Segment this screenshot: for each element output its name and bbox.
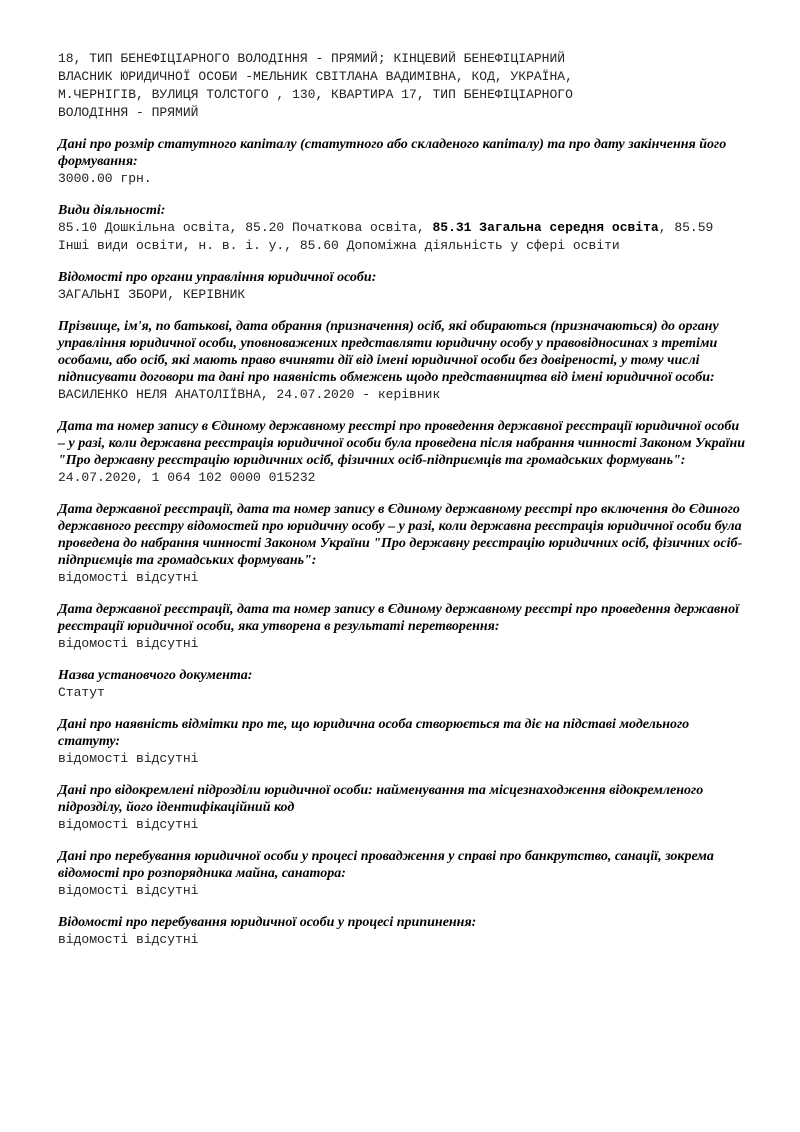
founding-document-value: Статут <box>58 685 105 700</box>
document-page <box>58 50 748 949</box>
activities-value-start: 85.10 Дошкільна освіта, 85.20 Початкова освіта, <box>58 220 433 235</box>
activities-label: Види діяльності: <box>58 203 166 218</box>
bankruptcy-value: відомості відсутні <box>58 883 199 898</box>
registration-before-law-section <box>58 501 748 587</box>
transformation-value: відомості відсутні <box>58 636 199 651</box>
termination-section <box>58 914 748 949</box>
representatives-label: Прізвище, ім'я, по батькові, дата обрання (призначення) осіб, які обираються (призначаються) до органу управління юридичної особи, уповноважених представляти юридичну особу у правовідносинах з третіми особами, або осіб, які мають право вчиняти дії від імені юридичної особи без довіреності, у тому числі підписувати договори та дані про наявність обмежень щодо представництва від імені юридичної особи: <box>58 319 719 385</box>
activities-value-end: , 85.59 Інші види освіти, н. в. і. у., 85.60 Допоміжна діяльність у сфері освіти <box>58 220 722 253</box>
model-statute-value: відомості відсутні <box>58 751 199 766</box>
bankruptcy-section <box>58 848 748 900</box>
transformation-label: Дата державної реєстрації, дата та номер запису в Єдиному державному реєстрі про проведення державної реєстрації юридичної особи, яка утворена в результаті перетворення: <box>58 602 739 634</box>
registration-before-law-value: відомості відсутні <box>58 570 199 585</box>
model-statute-label: Дані про наявність відмітки про те, що юридична особа створюється та діє на підставі модельного статуту: <box>58 717 690 749</box>
bankruptcy-label: Дані про перебування юридичної особи у процесі провадження у справі про банкрутство, санації, зокрема відомості про розпорядника майна, санатора: <box>58 849 714 881</box>
branches-section <box>58 782 748 834</box>
termination-value: відомості відсутні <box>58 932 199 947</box>
registration-record-value: 24.07.2020, 1 064 102 0000 015232 <box>58 470 316 485</box>
founding-document-section <box>58 667 748 702</box>
beneficiary-text: 18, ТИП БЕНЕФІЦІАРНОГО ВОЛОДІННЯ - ПРЯМИЙ; КІНЦЕВИЙ БЕНЕФІЦІАРНИЙ ВЛАСНИК ЮРИДИЧНОЇ ОСОБИ -МЕЛЬНИК СВІТЛАНА ВАДИМІВНА, КОД, УКРАЇНА, М.ЧЕРНІГІВ, ВУЛИЦЯ ТОЛСТОГО , 130, КВАРТИРА 17, ТИП БЕНЕФІЦІАРНОГО ВОЛОДІННЯ - ПРЯМИЙ <box>58 51 573 120</box>
governing-bodies-value: ЗАГАЛЬНІ ЗБОРИ, КЕРІВНИК <box>58 287 246 302</box>
beneficiary-continuation <box>58 50 748 122</box>
representatives-value: ВАСИЛЕНКО НЕЛЯ АНАТОЛІЇВНА, 24.07.2020 - керівник <box>58 387 441 402</box>
termination-label: Відомості про перебування юридичної особи у процесі припинення: <box>58 915 477 930</box>
branches-value: відомості відсутні <box>58 817 199 832</box>
activities-main-activity: 85.31 Загальна середня освіта <box>432 220 659 235</box>
capital-value: 3000.00 грн. <box>58 171 152 186</box>
activities-value <box>58 219 748 255</box>
model-statute-section <box>58 716 748 768</box>
registration-record-section <box>58 418 748 487</box>
registration-before-law-label: Дата державної реєстрації, дата та номер запису в Єдиному державному реєстрі про включення до Єдиного державного реєстру відомостей про юридичну особу – у разі, коли державна реєстрація юридичної особи була проведена до набрання чинності Законом України "Про державну реєстрацію юридичних осіб, фізичних осіб-підприємців та громадських формувань": <box>58 502 743 568</box>
transformation-section <box>58 601 748 653</box>
capital-label: Дані про розмір статутного капіталу (статутного або складеного капіталу) та про дату закінчення його формування: <box>58 137 727 169</box>
registration-record-label: Дата та номер запису в Єдиному державному реєстрі про проведення державної реєстрації юридичної особи – у разі, коли державна реєстрація юридичної особи була проведена після набрання чинності Законом України "Про державну реєстрацію юридичних осіб, фізичних осіб-підприємців та громадських формувань": <box>58 419 746 468</box>
representatives-section <box>58 318 748 404</box>
governing-bodies-label: Відомості про органи управління юридичної особи: <box>58 270 377 285</box>
capital-section <box>58 136 748 188</box>
branches-label: Дані про відокремлені підрозділи юридичної особи: найменування та місцезнаходження відокремленого підрозділу, його ідентифікаційний код <box>58 783 704 815</box>
founding-document-label: Назва установчого документа: <box>58 668 253 683</box>
governing-bodies-section <box>58 269 748 304</box>
activities-section <box>58 202 748 255</box>
